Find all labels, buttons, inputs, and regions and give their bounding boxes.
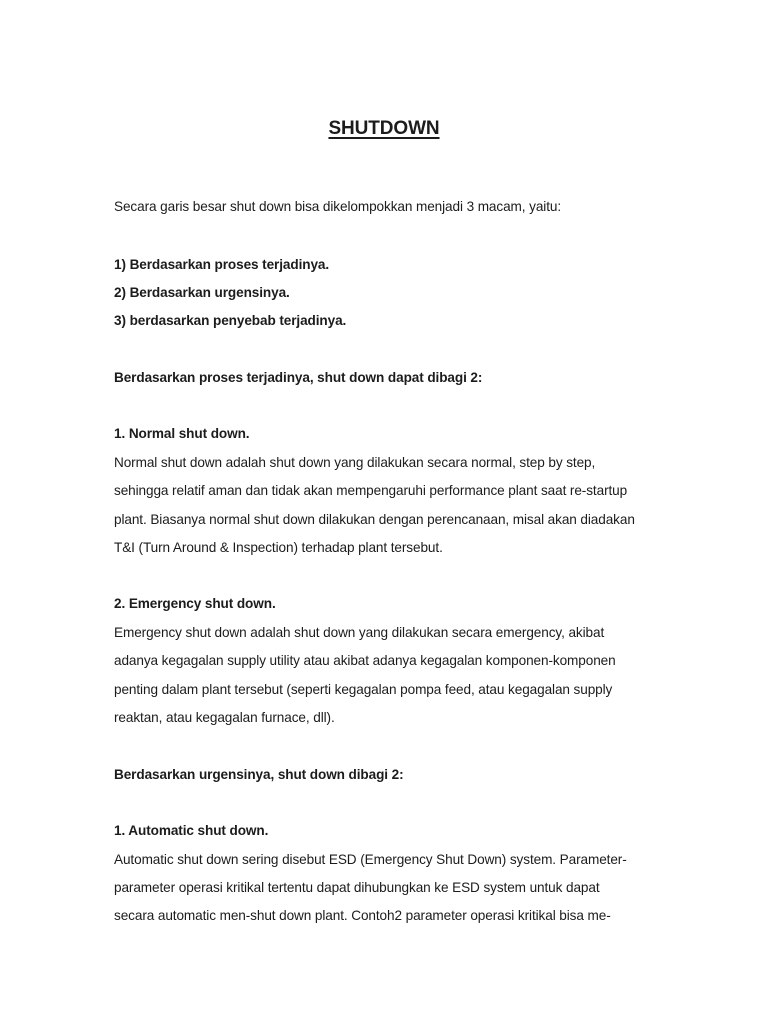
intro-paragraph: Secara garis besar shut down bisa dikelompokkan menjadi 3 macam, yaitu: [114, 199, 562, 214]
paragraph-line: Emergency shut down adalah shut down yang dilakukan secara emergency, akibat [114, 625, 605, 640]
section-heading: Berdasarkan proses terjadinya, shut down dapat dibagi 2: [114, 370, 483, 385]
paragraph-line: reaktan, atau kegagalan furnace, dll). [114, 710, 335, 725]
paragraph-line: Automatic shut down sering disebut ESD (Emergency Shut Down) system. Parameter- [114, 852, 627, 867]
list-item: 3) berdasarkan penyebab terjadinya. [114, 313, 347, 328]
section-heading: Berdasarkan urgensinya, shut down dibagi 2: [114, 767, 404, 782]
paragraph-line: plant. Biasanya normal shut down dilakukan dengan perencanaan, misal akan diadakan [114, 512, 635, 527]
paragraph-line: adanya kegagalan supply utility atau akibat adanya kegagalan komponen-komponen [114, 653, 616, 668]
subsection-heading: 2. Emergency shut down. [114, 596, 276, 611]
paragraph-line: parameter operasi kritikal tertentu dapat dihubungkan ke ESD system untuk dapat [114, 880, 600, 895]
paragraph-line: penting dalam plant tersebut (seperti kegagalan pompa feed, atau kegagalan supply [114, 682, 613, 697]
paragraph-line: Normal shut down adalah shut down yang dilakukan secara normal, step by step, [114, 455, 596, 470]
list-item: 2) Berdasarkan urgensinya. [114, 285, 290, 300]
paragraph-line: secara automatic men-shut down plant. Contoh2 parameter operasi kritikal bisa me- [114, 908, 611, 923]
list-item: 1) Berdasarkan proses terjadinya. [114, 257, 330, 272]
subsection-heading: 1. Automatic shut down. [114, 823, 269, 838]
paragraph-line: T&I (Turn Around & Inspection) terhadap plant tersebut. [114, 540, 443, 555]
paragraph-line: sehingga relatif aman dan tidak akan mempengaruhi performance plant saat re-startup [114, 483, 628, 498]
subsection-heading: 1. Normal shut down. [114, 426, 250, 441]
document-title: SHUTDOWN [328, 118, 440, 139]
